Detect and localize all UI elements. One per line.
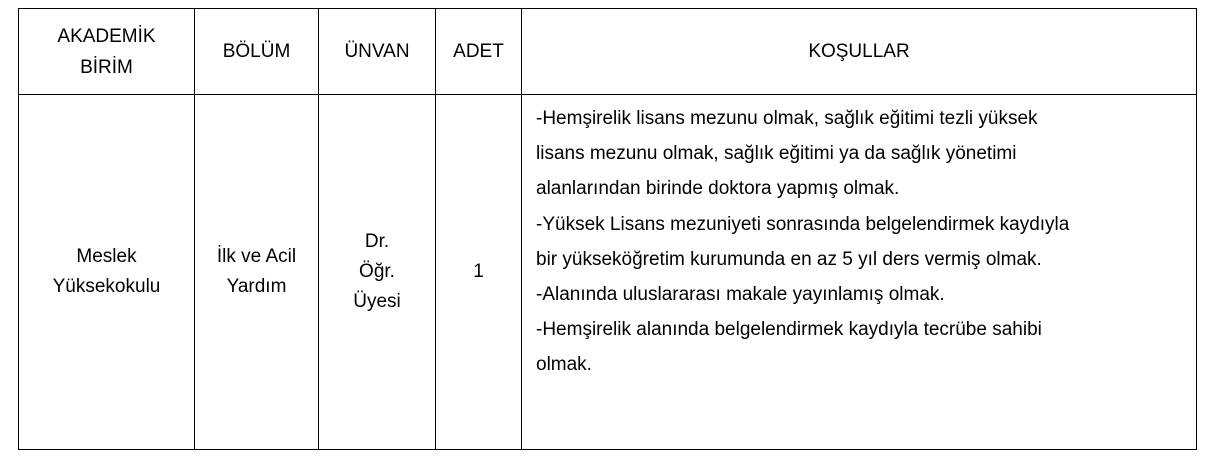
positions-table: [18, 8, 1197, 450]
cell-conditions: [522, 95, 1197, 450]
header-department: BÖLÜM: [195, 9, 319, 95]
cell-academic-unit: [19, 95, 195, 450]
header-conditions: KOŞULLAR: [522, 9, 1197, 95]
condition-line: -Yüksek Lisans mezuniyeti sonrasında belgelendirmek kaydıyla: [536, 213, 1070, 235]
condition-line: bir yükseköğretim kurumunda en az 5 yıl ders vermiş olmak.: [536, 248, 1042, 270]
condition-line: alanlarından birinde doktora yapmış olmak.: [536, 178, 900, 200]
table-row: [19, 95, 1197, 450]
condition-line: -Hemşirelik alanında belgelendirmek kaydıyla tecrübe sahibi: [536, 319, 1042, 341]
department-line2: Yardım: [226, 276, 287, 297]
title-line1: Dr.: [364, 231, 390, 252]
title-line3: Üyesi: [353, 291, 401, 312]
table-header-row: [19, 9, 1197, 95]
cell-department: [195, 95, 319, 450]
academic-unit-line2: Yüksekokulu: [52, 276, 161, 297]
header-title: ÜNVAN: [319, 9, 436, 95]
condition-line: olmak.: [536, 354, 592, 376]
cell-title: [319, 95, 436, 450]
condition-line: lisans mezunu olmak, sağlık eğitimi ya da sağlık yönetimi: [536, 143, 1017, 165]
condition-line: -Hemşirelik lisans mezunu olmak, sağlık eğitimi tezli yüksek: [536, 108, 1038, 129]
condition-line: -Alanında uluslararası makale yayınlamış olmak.: [536, 284, 945, 306]
header-academic-unit-line2: BİRİM: [80, 56, 133, 78]
header-academic-unit: [19, 9, 195, 95]
header-count: ADET: [436, 9, 522, 95]
department-line1: İlk ve Acil: [216, 246, 297, 267]
cell-count: 1: [436, 95, 522, 450]
title-line2: Öğr.: [359, 261, 395, 282]
academic-unit-line1: Meslek: [76, 246, 137, 267]
header-academic-unit-line1: AKADEMİK: [57, 25, 156, 47]
